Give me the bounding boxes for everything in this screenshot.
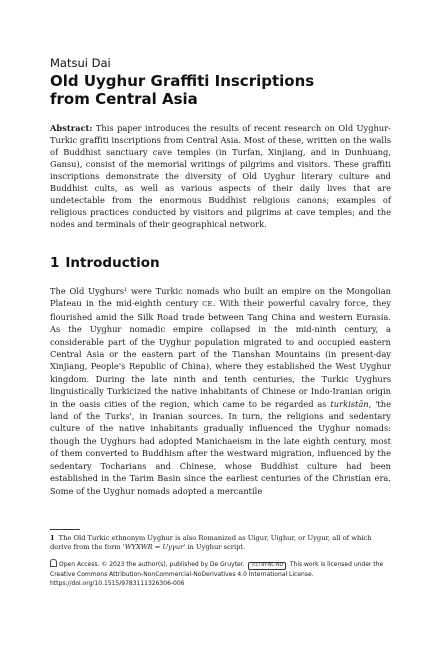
body-paragraph xyxy=(50,285,391,497)
open-access-lock-icon xyxy=(50,559,57,567)
section-number: 1 xyxy=(50,255,60,271)
section-title: Introduction xyxy=(65,255,160,271)
abstract-text: This paper introduces the results of recent research on Old Uyghur-Turkic graffiti inscriptions from Central Asia. Most of these, written on the walls of Buddhist sanctuary cave temples (in Turfan, Xinjiang, and in Dunhuang, Gansu), consist of the memorial writings of pilgrims and visitors. These graffiti inscriptions demonstrate the diversity of Old Uyghur literary culture and Buddhist cults, as well as various aspects of their daily lives that are undetectable from the enormous Buddhist religious canons; examples of religious practices conducted by visitors and pilgrims at cave temples; and the nodes and terminals of their geographical network. xyxy=(50,123,392,229)
footnote-text: The Old Turkic ethnonym Uyghur is also Romanized as Uigur, Uighur, or Uygur, all of which derive from the form ' xyxy=(50,533,372,552)
copyright-text: © 2023 the author(s), published by De Gruyter. xyxy=(101,560,245,568)
abstract-label: Abstract: xyxy=(50,123,93,133)
paper-page xyxy=(50,56,391,589)
body-text-run: . With their powerful cavalry force, they flourished amid the Silk Road trade between Tang China and western Eurasia. As the Uyghur nomadic empire collapsed in the mid-ninth century, a considerable part of the Uyghur population migrated to and occupied eastern Central Asia or the eastern part of the Tianshan Mountains (in present-day Xinjiang, People's Republic of China), where they established the West Uyghur kingdom. During the late ninth and tenth centuries, the Turkic Uyghurs linguistically Turkicized the native inhabitants of Chinese or Indo-Iranian origin in the oasis cities of the region, which came to be regarded as xyxy=(50,298,391,409)
era-abbreviation: CE xyxy=(202,300,213,309)
footnote-divider xyxy=(50,529,80,530)
body-text-run: were Turkic nomads who built an empire on the Mongolian Plateau in the mid-eighth century xyxy=(50,286,391,309)
abstract xyxy=(50,122,391,230)
footnote-italic: WYXWR = Uyγur xyxy=(124,543,184,552)
open-access-label: Open Access. xyxy=(59,560,100,568)
footnote xyxy=(50,534,391,553)
license-text: This work is licensed under the xyxy=(289,560,384,568)
footnote-number: 1 xyxy=(50,533,55,542)
italic-term: turkistān xyxy=(330,398,369,409)
section-heading xyxy=(50,255,391,271)
footnote-text: ' in Uyghur script. xyxy=(183,543,246,552)
author-name: Matsui Dai xyxy=(50,56,111,70)
footnote-reference[interactable]: 1 xyxy=(124,287,128,293)
cc-license-badge-icon[interactable]: (cc) BY-NC-ND xyxy=(248,562,286,570)
body-text-run: , 'the land of the Turks', in Iranian sources. In turn, the religions and sedentary culture of the native inhabitants gradually influenced the Uyghur nomads: though the Uyghurs had adopted Manichaeism in the late eighth century, most of them converted to Buddhism after the westward migration, influenced by the sedentary Tocharians and Chinese, whose Buddhist culture had been established in the Tarim Basin since the earliest centuries of the Christian era. Some of the Uyghur nomads adopted a mercantile xyxy=(50,398,391,496)
license-block xyxy=(50,559,391,589)
doi-link[interactable]: https://doi.org/10.1515/9783111326306-006 xyxy=(50,580,185,588)
body-text-run: The Old Uyghurs xyxy=(50,286,124,296)
paper-title: Old Uyghur Graffiti Inscriptions from Central Asia xyxy=(50,72,315,108)
license-name: Creative Commons Attribution-NonCommercial-NoDerivatives 4.0 International License. xyxy=(50,570,314,578)
